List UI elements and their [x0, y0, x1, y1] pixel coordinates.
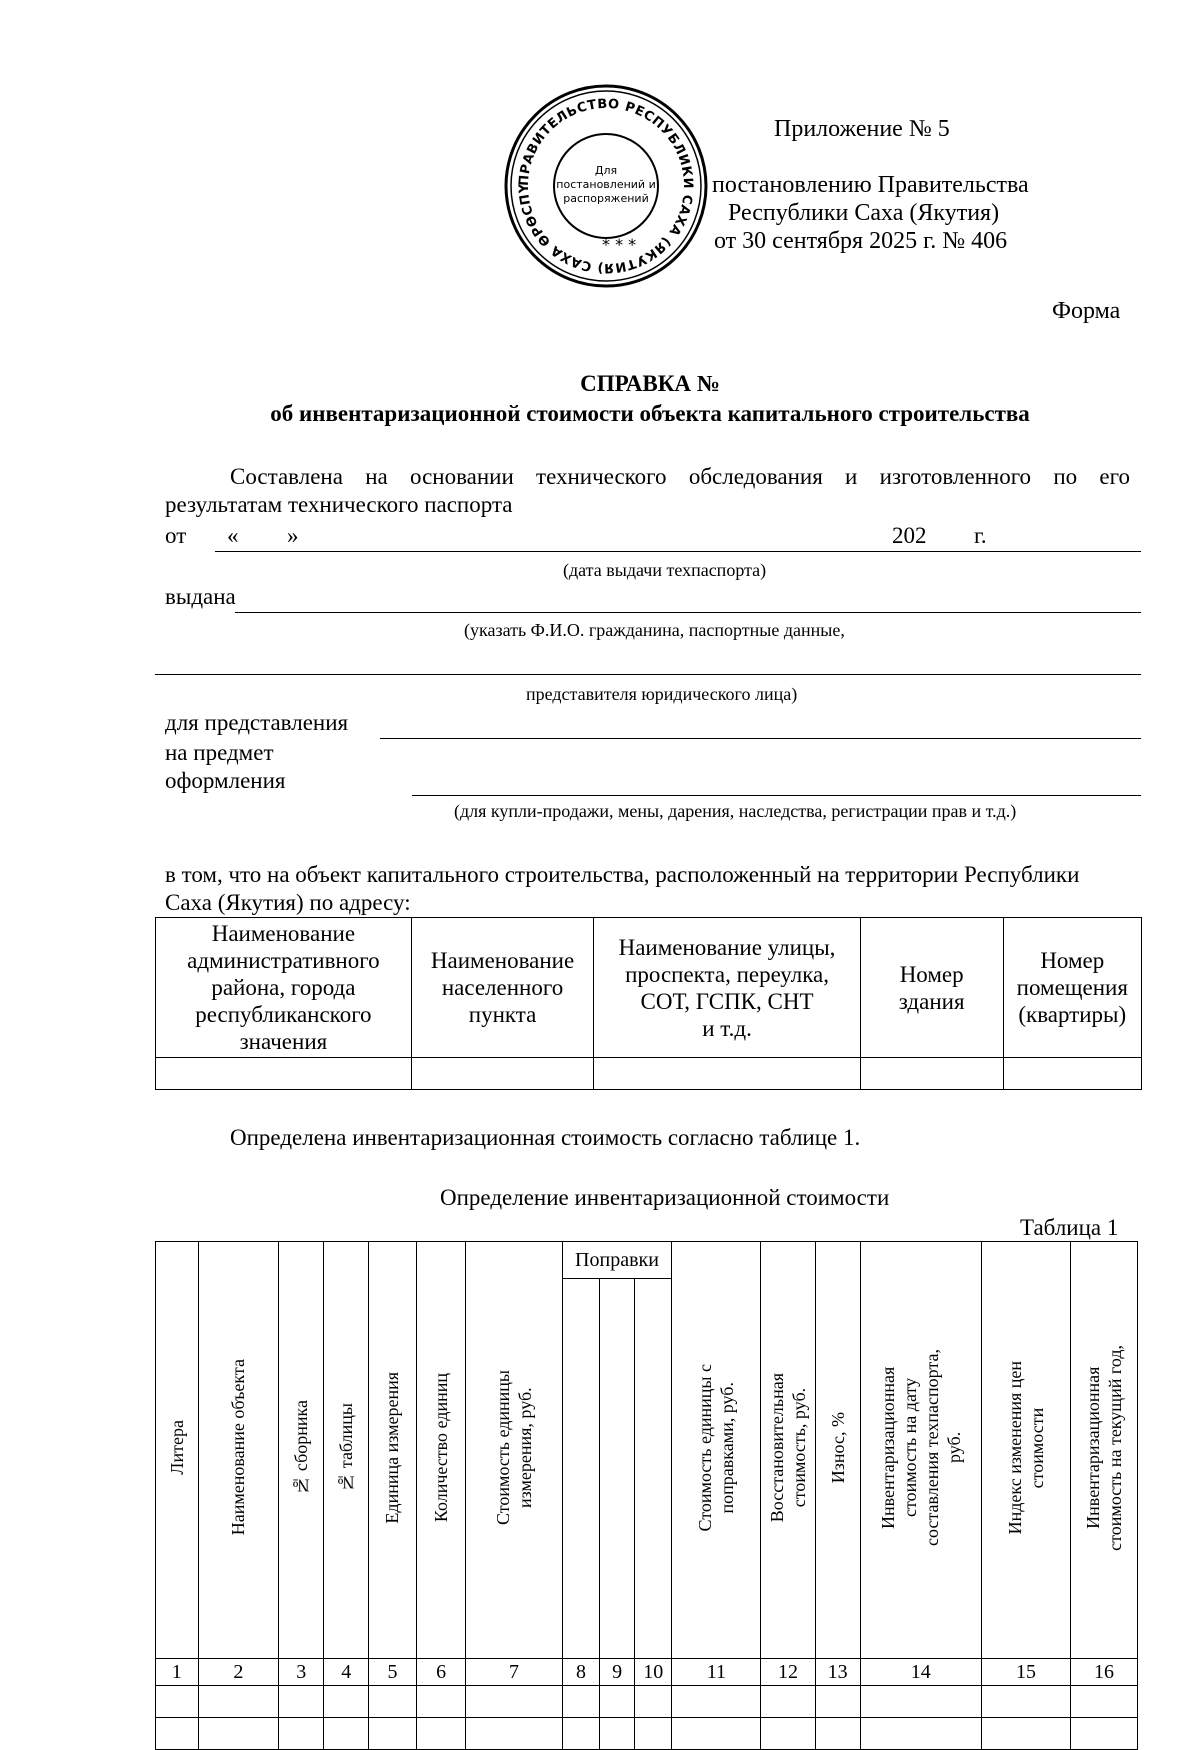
inv-col-14-label	[877, 1349, 965, 1546]
inv-col-3-label: № сборника	[291, 1399, 312, 1496]
address-locality-cell[interactable]	[411, 1058, 594, 1090]
address-apartment-cell[interactable]	[1003, 1058, 1141, 1090]
inv-col-number: 15	[981, 1659, 1070, 1686]
inv-col-15-label	[1004, 1361, 1048, 1534]
inv-cell[interactable]	[860, 1686, 981, 1718]
address-col-locality	[411, 918, 594, 1058]
inv-col-1-label: Литера	[166, 1420, 187, 1475]
inv-col-number: 10	[635, 1659, 672, 1686]
decree-line-1: постановлению Правительства	[712, 172, 1029, 198]
inv-cell[interactable]	[324, 1686, 369, 1718]
inv-cell[interactable]	[600, 1718, 635, 1750]
form-label: Форма	[1052, 298, 1121, 324]
date-underline[interactable]	[215, 551, 1141, 552]
inv-col-12-line: стоимость, руб.	[788, 1387, 809, 1508]
inv-cell[interactable]	[600, 1686, 635, 1718]
inv-cell[interactable]	[324, 1718, 369, 1750]
inv-col-number: 8	[562, 1659, 600, 1686]
inv-col-number: 2	[198, 1659, 279, 1686]
decree-line-3: от 30 сентября 2025 г. № 406	[714, 228, 1008, 254]
inv-col-3	[279, 1242, 324, 1659]
table-row	[156, 1718, 1138, 1750]
inv-cell[interactable]	[815, 1686, 860, 1718]
inv-col-number: 4	[324, 1659, 369, 1686]
inv-cell[interactable]	[562, 1686, 600, 1718]
address-input-row	[156, 1058, 1142, 1090]
inv-col-10	[635, 1279, 672, 1659]
issued-hint: (указать Ф.И.О. гражданина, паспортные данные,	[464, 620, 845, 640]
address-col-locality-line: пункта	[468, 1002, 537, 1027]
location-line-1: в том, что на объект капитального строительства, расположенный на территории Республики	[165, 862, 1080, 887]
official-stamp	[502, 82, 710, 290]
inv-cell[interactable]	[156, 1686, 199, 1718]
inv-cell[interactable]	[466, 1686, 562, 1718]
inv-col-number: 12	[761, 1659, 815, 1686]
inv-col-16-line: стоимость на текущий год,	[1104, 1344, 1125, 1551]
inv-col-14	[860, 1242, 981, 1659]
inv-cell[interactable]	[1070, 1686, 1137, 1718]
inv-col-16-label	[1082, 1345, 1126, 1551]
address-col-street	[594, 918, 860, 1058]
inv-col-2	[198, 1242, 279, 1659]
year-suffix: г.	[974, 523, 987, 548]
inv-cell[interactable]	[198, 1686, 279, 1718]
inv-col-13-label: Износ, %	[827, 1411, 848, 1484]
address-col-street-line: проспекта, переулка,	[625, 961, 829, 987]
inv-col-11-line: Стоимость единицы с	[695, 1363, 716, 1532]
inv-col-7-label	[492, 1370, 536, 1525]
inv-cell[interactable]	[981, 1686, 1070, 1718]
subject-label-2: оформления	[165, 768, 286, 793]
location-line-2: Саха (Якутия) по адресу:	[165, 890, 411, 915]
inv-col-15-line: Индекс изменения цен	[1004, 1360, 1025, 1535]
stamp-seal-icon	[502, 82, 710, 290]
table-label: Таблица 1	[1020, 1215, 1119, 1240]
inv-corrections-header	[562, 1242, 672, 1279]
legal-hint: представителя юридического лица)	[526, 684, 798, 704]
inv-col-1	[156, 1242, 199, 1659]
inv-col-13	[815, 1242, 860, 1659]
inv-col-12-label	[766, 1373, 810, 1522]
for-label: для представления	[165, 710, 349, 735]
address-col-building-line: здания	[898, 988, 965, 1014]
doc-subtitle: об инвентаризационной стоимости объекта капитального строительства	[270, 401, 1030, 426]
inv-col-number: 1	[156, 1659, 199, 1686]
inv-col-number: 7	[466, 1659, 562, 1686]
address-table	[155, 917, 1142, 1090]
inv-cell[interactable]	[156, 1718, 199, 1750]
quote-close: »	[287, 523, 299, 548]
address-col-apartment	[1003, 918, 1141, 1058]
inv-col-14-line: руб.	[943, 1431, 964, 1464]
inv-corrections-label: Поправки	[575, 1248, 659, 1271]
inv-col-5-label: Единица измерения	[382, 1371, 403, 1524]
inv-number-row	[156, 1659, 1138, 1686]
subject-underline[interactable]	[412, 795, 1141, 796]
table-title: Определение инвентаризационной стоимости	[440, 1185, 890, 1210]
inv-col-2-label: Наименование объекта	[228, 1359, 249, 1536]
composed-text-line-1: Составлена на основании технического обследования и изготовленного по его	[230, 464, 1130, 489]
address-street-cell[interactable]	[594, 1058, 860, 1090]
subject-label-1: на предмет	[165, 740, 274, 765]
stamp-center-line-2: постановлений и	[556, 178, 656, 191]
inv-cell[interactable]	[672, 1718, 761, 1750]
inv-col-9	[600, 1279, 635, 1659]
inventory-table	[155, 1241, 1138, 1750]
inv-col-number: 11	[672, 1659, 761, 1686]
year-prefix: 202	[892, 523, 927, 548]
subject-hint: (для купли-продажи, мены, дарения, наследства, регистрации прав и т.д.)	[454, 801, 1017, 821]
inv-col-7-line: измерения, руб.	[515, 1387, 536, 1508]
issued-underline[interactable]	[235, 612, 1141, 613]
address-col-apartment-line: (квартиры)	[1018, 1002, 1127, 1027]
address-building-cell[interactable]	[860, 1058, 1003, 1090]
inv-col-number: 3	[279, 1659, 324, 1686]
inv-col-number: 16	[1070, 1659, 1137, 1686]
doc-title: СПРАВКА №	[580, 371, 720, 396]
inv-col-7	[466, 1242, 562, 1659]
inv-cell[interactable]	[761, 1718, 815, 1750]
inv-cell[interactable]	[761, 1686, 815, 1718]
address-col-building	[860, 918, 1003, 1058]
inv-cell[interactable]	[1070, 1718, 1137, 1750]
inv-col-14-line: Инвентаризационная	[877, 1366, 898, 1529]
inv-cell[interactable]	[672, 1686, 761, 1718]
stamp-center-line-3: распоряжений	[563, 192, 649, 205]
legal-underline[interactable]	[155, 674, 1141, 675]
decree-line-2: Республики Саха (Якутия)	[728, 200, 1000, 226]
inv-col-7-line: Стоимость единицы	[493, 1370, 514, 1525]
address-col-locality-line: населенного	[441, 975, 564, 1000]
inv-col-number: 9	[600, 1659, 635, 1686]
address-col-district-line: Наименование	[211, 921, 356, 946]
inv-cell[interactable]	[815, 1718, 860, 1750]
address-col-street-line: СОТ, ГСПК, СНТ	[640, 988, 814, 1014]
inv-cell[interactable]	[198, 1718, 279, 1750]
address-col-locality-line: Наименование	[430, 948, 575, 973]
address-col-street-line: и т.д.	[702, 1015, 752, 1041]
table-row	[156, 1686, 1138, 1718]
inv-cell[interactable]	[369, 1718, 417, 1750]
svg-text:* * *: * * *	[602, 235, 637, 254]
address-col-apartment-line: помещения	[1016, 975, 1128, 1000]
inv-cell[interactable]	[279, 1686, 324, 1718]
address-col-apartment-line: Номер	[1040, 948, 1105, 973]
quote-open: «	[227, 523, 239, 548]
inv-cell[interactable]	[416, 1686, 466, 1718]
inv-col-6	[416, 1242, 466, 1659]
inv-col-11-label	[694, 1364, 738, 1531]
inv-col-4-label: № таблицы	[336, 1402, 357, 1493]
address-col-building-line: Номер	[899, 961, 964, 987]
address-col-district	[156, 918, 412, 1058]
inv-cell[interactable]	[369, 1686, 417, 1718]
inv-cell[interactable]	[860, 1718, 981, 1750]
inv-cell[interactable]	[635, 1718, 672, 1750]
address-col-district-line: значения	[239, 1029, 328, 1054]
inv-cell[interactable]	[562, 1718, 600, 1750]
inv-col-number: 14	[860, 1659, 981, 1686]
address-col-district-line: республиканского	[195, 1002, 372, 1027]
inv-cell[interactable]	[416, 1718, 466, 1750]
inv-col-4	[324, 1242, 369, 1659]
for-underline[interactable]	[380, 738, 1141, 739]
address-district-cell[interactable]	[156, 1058, 412, 1090]
inv-cell[interactable]	[981, 1718, 1070, 1750]
inv-col-15	[981, 1242, 1070, 1659]
inv-cell[interactable]	[279, 1718, 324, 1750]
inv-col-5	[369, 1242, 417, 1659]
stamp-ring-text: ПРАВИТЕЛЬСТВО РЕСПУБЛИКИ САХА (ЯКУТИЯ) САХА ӨРӨСПҮ	[516, 96, 696, 276]
inv-col-6-label: Количество единиц	[431, 1372, 452, 1523]
inv-col-12-line: Восстановительная	[766, 1372, 787, 1523]
address-col-district-line: административного	[187, 948, 380, 973]
date-hint: (дата выдачи техпаспорта)	[563, 560, 767, 580]
inv-col-16-line: Инвентаризационная	[1082, 1366, 1103, 1529]
determined-text: Определена инвентаризационная стоимость согласно таблице 1.	[230, 1125, 861, 1150]
inv-col-12	[761, 1242, 815, 1659]
inv-col-11-line: поправками, руб.	[717, 1381, 738, 1514]
stamp-center-line-1: Для	[594, 164, 618, 177]
inv-col-15-line: стоимости	[1026, 1407, 1047, 1488]
inv-cell[interactable]	[466, 1718, 562, 1750]
inv-col-14-line: стоимость на дату	[899, 1377, 920, 1518]
address-col-street-line: Наименование улицы,	[618, 934, 836, 960]
inv-col-11	[672, 1242, 761, 1659]
inv-col-number: 13	[815, 1659, 860, 1686]
from-label: от	[165, 523, 187, 548]
inv-col-14-line: составления техпаспорта,	[921, 1349, 942, 1546]
address-col-district-line: района, города	[211, 975, 356, 1000]
inv-col-number: 5	[369, 1659, 417, 1686]
inv-col-8	[562, 1279, 600, 1659]
issued-label: выдана	[165, 584, 236, 609]
appendix-number: Приложение № 5	[774, 116, 950, 142]
inv-cell[interactable]	[635, 1686, 672, 1718]
inv-col-number: 6	[416, 1659, 466, 1686]
inv-col-16	[1070, 1242, 1137, 1659]
composed-text-line-2: результатам технического паспорта	[165, 492, 513, 517]
